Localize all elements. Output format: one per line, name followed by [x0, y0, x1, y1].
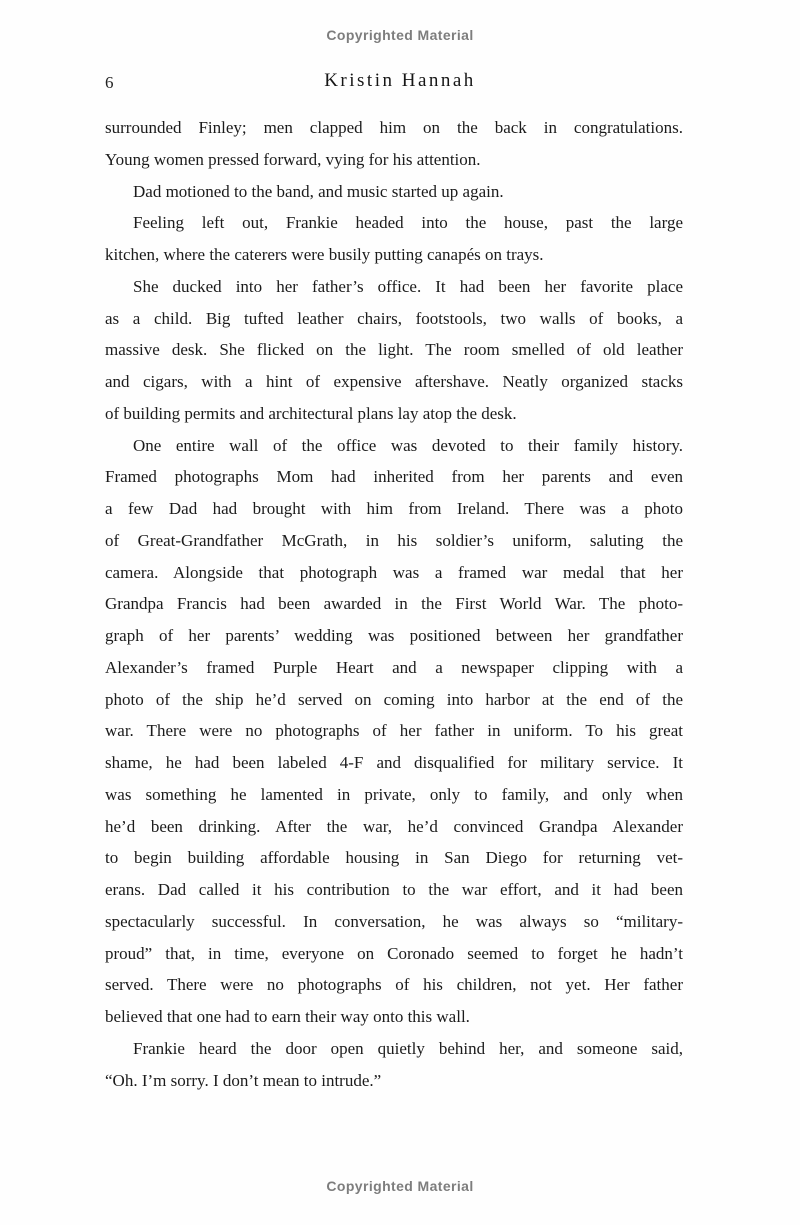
- copyright-notice-top: Copyrighted Material: [326, 27, 474, 43]
- text-line: camera. Alongside that photograph was a framed war medal that her: [105, 562, 683, 582]
- text-line: spectacularly successful. In conversation, he was always so “military-: [105, 911, 683, 931]
- text-line: photo of the ship he’d served on coming into harbor at the end of the: [105, 689, 683, 709]
- text-line: Frankie heard the door open quietly behind her, and someone said,: [133, 1038, 683, 1058]
- text-line: Dad motioned to the band, and music started up again.: [133, 181, 504, 201]
- text-line: war. There were no photographs of her father in uniform. To his great: [105, 721, 683, 741]
- text-line: served. There were no photographs of his children, not yet. Her father: [105, 975, 683, 995]
- running-header-author: Kristin Hannah: [324, 70, 476, 91]
- text-line: kitchen, where the caterers were busily putting canapés on trays.: [105, 245, 544, 264]
- text-line: “Oh. I’m sorry. I don’t mean to intrude.”: [105, 1070, 382, 1090]
- text-line: graph of her parents’ wedding was positioned between her grandfather: [105, 626, 683, 645]
- text-line: Grandpa Francis had been awarded in the First World War. The photo-: [105, 594, 683, 614]
- text-line: erans. Dad called it his contribution to the war effort, and it had been: [105, 880, 683, 899]
- text-line: as a child. Big tufted leather chairs, footstools, two walls of books, a: [105, 308, 683, 328]
- text-line: She ducked into her father’s office. It had been her favorite place: [133, 276, 683, 296]
- text-line: was something he lamented in private, only to family, and only when: [105, 784, 683, 804]
- copyright-notice-bottom: Copyrighted Material: [326, 1178, 474, 1194]
- text-line: One entire wall of the office was devoted to their family history.: [133, 435, 683, 455]
- text-line: and cigars, with a hint of expensive aftershave. Neatly organized stacks: [105, 372, 683, 391]
- text-line: surrounded Finley; men clapped him on the back in congratulations.: [105, 118, 683, 137]
- text-line: Framed photographs Mom had inherited from her parents and even: [105, 467, 683, 487]
- text-line: of building permits and architectural plans lay atop the desk.: [105, 403, 517, 423]
- text-line: Feeling left out, Frankie headed into the house, past the large: [133, 213, 683, 233]
- text-line: a few Dad had brought with him from Ireland. There was a photo: [105, 499, 683, 518]
- text-line: he’d been drinking. After the war, he’d convinced Grandpa Alexander: [105, 816, 683, 836]
- text-line: massive desk. She flicked on the light. The room smelled of old leather: [105, 340, 683, 360]
- text-line: shame, he had been labeled 4-F and disqualified for military service. It: [105, 753, 683, 772]
- text-line: of Great-Grandfather McGrath, in his soldier’s uniform, saluting the: [105, 530, 683, 550]
- text-line: to begin building affordable housing in San Diego for returning vet-: [105, 848, 683, 868]
- page-number: 6: [105, 73, 114, 92]
- text-line: proud” that, in time, everyone on Coronado seemed to forget he hadn’t: [105, 943, 683, 963]
- body-text: [105, 112, 683, 1096]
- text-line: believed that one had to earn their way onto this wall.: [105, 1007, 470, 1026]
- text-line: Young women pressed forward, vying for his attention.: [105, 149, 481, 169]
- text-line: Alexander’s framed Purple Heart and a newspaper clipping with a: [105, 657, 683, 677]
